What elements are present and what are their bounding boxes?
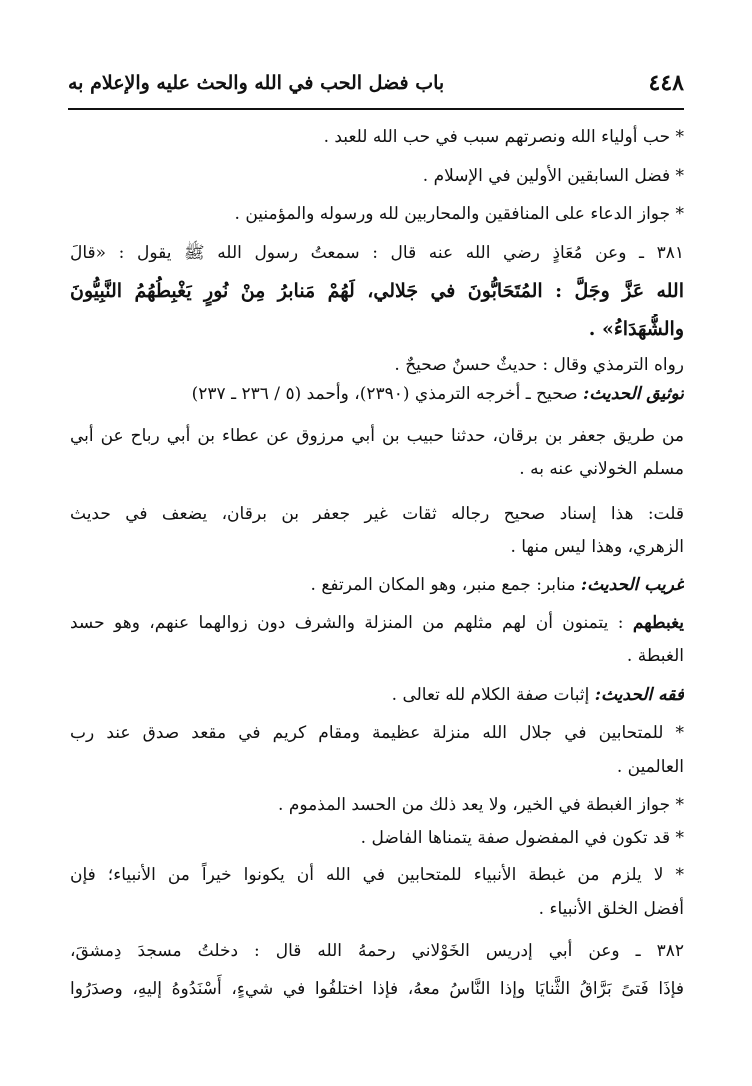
gharib-text: منابر: جمع منبر، وهو المكان المرتفع . <box>310 575 576 595</box>
page-header <box>68 66 684 110</box>
hadith-381-text: والشُّهَدَاءُ» . <box>588 318 684 340</box>
chapter-title: باب فضل الحب في الله والحث عليه والإعلام به <box>68 72 445 94</box>
yaghbituhum-text: : يتمنون أن لهم مثلهم من المنزلة والشرف دون زوالهما عنهم، وهو حسد <box>70 613 624 633</box>
fiqh-label: فقه الحديث: <box>594 685 684 705</box>
hadith-source: رواه الترمذي وقال : حديثٌ حسنٌ صحيحٌ . <box>394 355 684 375</box>
tawthiq-line <box>70 379 684 411</box>
gharib-line <box>70 570 684 602</box>
hadith-381-line: ٣٨١ ـ وعن مُعَاذٍ رضي الله عنه قال : سمعتُ رسول الله ﷺ يقول : «قالَ <box>70 243 684 263</box>
paragraph-line: العالمين . <box>616 757 684 777</box>
benefit-line: * قد تكون في المفضول صفة يتمناها الفاضل . <box>360 828 684 848</box>
fiqh-line <box>70 680 684 712</box>
yaghbituhum-label: يغبطهم <box>632 613 684 633</box>
fiqh-text: إثبات صفة الكلام لله تعالى . <box>391 685 590 705</box>
paragraph-line: الغبطة . <box>626 646 684 666</box>
benefit-line: * للمتحابين في جلال الله منزلة عظيمة ومقام كريم في مقعد صدق عند رب <box>70 723 684 743</box>
paragraph-line: الزهري، وهذا ليس منها . <box>510 537 684 557</box>
gharib-label: غريب الحديث: <box>580 575 684 595</box>
paragraph-line: مسلم الخولاني عنه به . <box>519 459 684 479</box>
paragraph-line: أفضل الخلق الأنبياء . <box>538 899 684 919</box>
page-number: ٤٤٨ <box>648 70 684 96</box>
tawthiq-text: صحيح ـ أخرجه الترمذي (٢٣٩٠)، وأحمد (٥ / ٢٣٦ ـ ٢٣٧) <box>191 384 578 404</box>
yaghbituhum-line <box>70 608 684 640</box>
paragraph-line: قلت: هذا إسناد صحيح رجاله ثقات غير جعفر بن برقان، يضعف في حديث <box>70 504 684 524</box>
benefit-line: * جواز الغبطة في الخير، ولا يعد ذلك من الحسد المذموم . <box>278 795 684 815</box>
benefit-line: * فضل السابقين الأولين في الإسلام . <box>422 166 684 186</box>
hadith-382-line: ٣٨٢ ـ وعن أبي إدريس الخَوْلاني رحمهُ الله قال : دخلتُ مسجدَ دِمشقَ، <box>70 941 684 961</box>
benefit-line: * حب أولياء الله ونصرتهم سبب في حب الله للعبد . <box>323 127 684 147</box>
benefit-line: * جواز الدعاء على المنافقين والمحاربين لله ورسوله والمؤمنين . <box>234 204 684 224</box>
paragraph-line: من طريق جعفر بن برقان، حدثنا حبيب بن أبي مرزوق عن عطاء بن أبي رباح عن أبي <box>70 426 684 446</box>
tawthiq-label: توثيق الحديث: <box>583 384 684 404</box>
benefit-line: * لا يلزم من غبطة الأنبياء للمتحابين في الله أن يكونوا خيراً من الأنبياء؛ فإن <box>70 865 684 885</box>
hadith-382-line: فإذَا فَتىً بَرَّاقُ الثَّنايَا وإذا النَّاسُ معهُ، فإذا اختلفُوا في شيءٍ، أَسْنَدُوهُ إليهِ، وصدَرُوا <box>70 979 684 999</box>
hadith-381-text: الله عَزَّ وجَلَّ : المُتَحَابُّونَ في جَلالي، لَهُمْ مَنابرُ مِنْ نُورٍ يَغْبِطُهُمُ النَّبِيُّونَ <box>70 280 684 302</box>
